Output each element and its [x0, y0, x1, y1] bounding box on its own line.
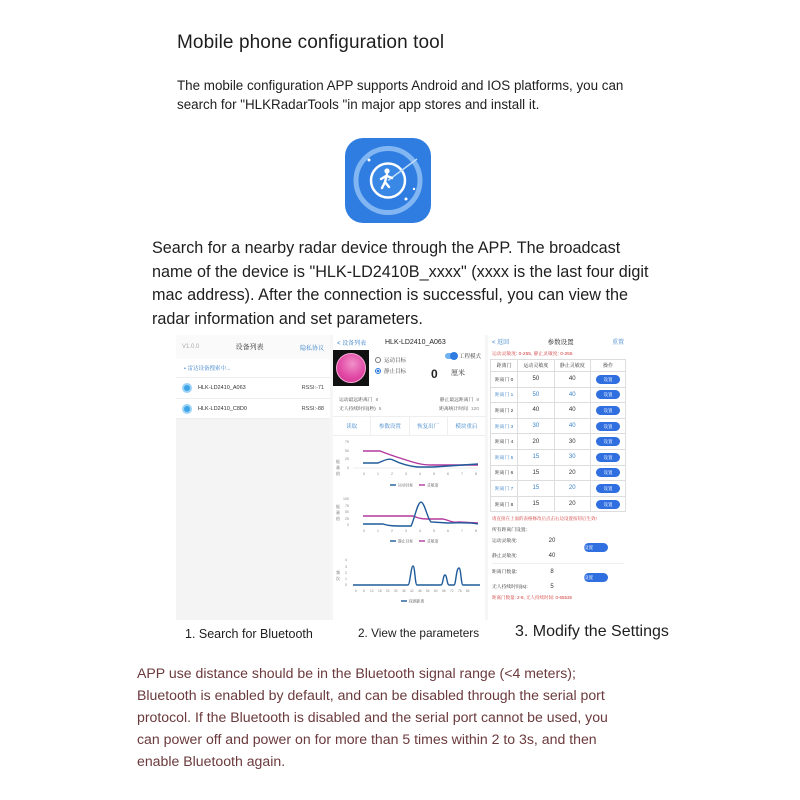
svg-text:50: 50 — [345, 449, 349, 453]
target-panel — [333, 350, 485, 395]
reset-button[interactable]: 重置 — [611, 340, 624, 346]
gate-cell: 距离门 2 — [491, 403, 518, 419]
svg-text:能: 能 — [336, 459, 340, 464]
svg-text:8: 8 — [475, 529, 477, 533]
moving-sens-cell[interactable]: 50 — [518, 372, 554, 388]
svg-text:0: 0 — [355, 589, 357, 593]
svg-text:30: 30 — [394, 589, 398, 593]
gate-cell: 距离门 0 — [491, 372, 518, 388]
target-indicator — [333, 350, 369, 386]
energy-charts — [333, 438, 485, 613]
moving-sens-cell[interactable]: 15 — [518, 496, 554, 512]
action-cell — [590, 418, 625, 434]
svg-text:3: 3 — [405, 472, 407, 476]
search-paragraph: Search for a nearby radar device through the APP. The broadcast name of the device is "HLK-LD2410B_xxxx" (xxxx is the last four digit mac address). After the connection is successful, you can view the radar information and set parameters. — [152, 239, 649, 328]
svg-text:66: 66 — [442, 589, 446, 593]
set-button[interactable]: 设置 — [596, 406, 620, 415]
svg-text:6: 6 — [447, 472, 449, 476]
svg-text:静止目标: 静止目标 — [398, 539, 414, 544]
svg-text:72: 72 — [450, 589, 454, 593]
bluetooth-icon — [182, 383, 192, 393]
gate-sensitivity-table — [490, 359, 626, 512]
factory-reset-button[interactable]: 恢复出厂 — [410, 417, 448, 435]
table-row — [491, 481, 626, 497]
moving-sens-cell[interactable]: 40 — [518, 403, 554, 419]
device-row[interactable] — [176, 398, 330, 419]
gate-count-label: 距离门数量: — [492, 570, 518, 576]
static-sens-cell[interactable]: 40 — [554, 372, 590, 388]
back-button[interactable]: < 返回 — [492, 340, 510, 346]
action-buttons — [333, 416, 485, 436]
searching-status: • 雷达设备搜索中... — [176, 359, 330, 377]
svg-text:7: 7 — [461, 529, 463, 533]
svg-text:50: 50 — [345, 510, 349, 514]
parameters-header — [333, 335, 485, 350]
svg-text:0: 0 — [347, 523, 349, 527]
svg-text:值: 值 — [336, 471, 340, 476]
idle-time-input[interactable]: 5 — [550, 583, 554, 590]
moving-sens-cell[interactable]: 50 — [518, 387, 554, 403]
column-header: 运动灵敏度 — [518, 360, 554, 372]
static-sens-cell[interactable]: 40 — [554, 403, 590, 419]
action-cell — [590, 481, 625, 497]
svg-text:1: 1 — [377, 472, 379, 476]
device-list-header — [176, 335, 330, 359]
gate-cell: 距离门 7 — [491, 481, 518, 497]
svg-text:54: 54 — [426, 589, 430, 593]
action-cell — [590, 434, 625, 450]
gate-cell: 距离门 3 — [491, 418, 518, 434]
svg-text:5: 5 — [433, 472, 435, 476]
gate-cell: 距离门 5 — [491, 449, 518, 465]
svg-text:频: 频 — [336, 570, 340, 575]
action-cell — [590, 372, 625, 388]
svg-text:8: 8 — [475, 472, 477, 476]
svg-text:次: 次 — [336, 576, 340, 581]
static-sens-cell[interactable]: 40 — [554, 418, 590, 434]
svg-text:0: 0 — [363, 529, 365, 533]
static-sens-cell[interactable]: 20 — [554, 496, 590, 512]
gate-cell: 距离门 1 — [491, 387, 518, 403]
info-item: 无人持续时间(秒) 5 — [339, 407, 382, 412]
set-button[interactable]: 设置 — [596, 453, 620, 462]
column-header: 静止灵敏度 — [554, 360, 590, 372]
table-row — [491, 403, 626, 419]
radio-moving-target[interactable] — [375, 356, 406, 364]
svg-text:值: 值 — [336, 516, 340, 521]
idle-time-label: 无人持续时间(s): — [492, 585, 528, 591]
svg-text:7: 7 — [461, 472, 463, 476]
svg-text:5: 5 — [433, 529, 435, 533]
device-row[interactable] — [176, 377, 330, 398]
app-screenshots — [176, 335, 628, 620]
parameters-screen — [333, 335, 485, 620]
distance-value: 0 — [431, 367, 438, 381]
svg-text:灵敏度: 灵敏度 — [427, 539, 439, 544]
svg-text:2: 2 — [391, 472, 393, 476]
svg-text:0: 0 — [363, 472, 365, 476]
moving-sens-cell[interactable]: 30 — [518, 418, 554, 434]
caption-view-parameters: 2. View the parameters — [358, 626, 480, 640]
svg-text:0: 0 — [345, 583, 347, 587]
svg-text:灵敏度: 灵敏度 — [427, 483, 439, 488]
param-settings-button[interactable]: 参数设置 — [371, 417, 409, 435]
table-row — [491, 496, 626, 512]
module-restart-button[interactable]: 模块重启 — [455, 424, 478, 430]
set-button[interactable]: 设置 — [596, 468, 620, 477]
radar-info — [333, 395, 485, 413]
static-sens-label: 静止灵敏度: — [492, 554, 518, 560]
svg-text:6: 6 — [363, 589, 365, 593]
caption-modify-settings: 3. Modify the Settings — [515, 623, 669, 640]
action-cell — [590, 403, 625, 419]
svg-text:4: 4 — [419, 472, 421, 476]
back-button[interactable]: < 设备列表 — [337, 341, 367, 347]
device-title: HLK-LD2410_A063 — [385, 339, 446, 346]
static-sens-cell[interactable]: 20 — [554, 481, 590, 497]
static-sens-cell[interactable]: 20 — [554, 465, 590, 481]
svg-text:探测距离: 探测距离 — [409, 599, 425, 604]
static-sens-input[interactable]: 40 — [548, 552, 556, 559]
radio-label: 静止目标 — [384, 369, 407, 375]
svg-text:42: 42 — [410, 589, 414, 593]
settings-screen — [488, 335, 628, 620]
radar-app-icon — [343, 137, 433, 224]
moving-sens-input[interactable]: 20 — [548, 537, 556, 544]
static-sens-cell[interactable]: 40 — [554, 387, 590, 403]
info-item: 静止最远距离门 8 — [439, 398, 479, 403]
svg-text:78: 78 — [458, 589, 462, 593]
device-rssi: RSSI:-88 — [301, 405, 324, 412]
sensitivity-range-note: 运动灵敏度: 0-255, 静止灵敏度: 0-255 — [492, 352, 573, 357]
table-edit-warning: 请直接在上面的表格修改后点击右边设置按钮后生效! — [492, 516, 597, 522]
radio-label: 运动目标 — [384, 358, 407, 364]
set-button[interactable]: 设置 — [596, 390, 620, 399]
gate-cell: 距离门 4 — [491, 434, 518, 450]
static-energy-chart — [336, 497, 478, 544]
svg-text:量: 量 — [336, 510, 340, 515]
bluetooth-icon — [182, 404, 192, 414]
gate-count-input[interactable]: 8 — [550, 568, 554, 575]
distance-histogram — [336, 558, 480, 604]
device-name: HLK-LD2410_C8D0 — [198, 405, 247, 412]
svg-text:量: 量 — [336, 465, 340, 470]
set-button[interactable]: 设置 — [596, 500, 620, 509]
set-button[interactable]: 设置 — [596, 422, 620, 431]
caption-search-bluetooth: 1. Search for Bluetooth — [185, 627, 313, 641]
svg-text:4: 4 — [419, 529, 421, 533]
svg-text:25: 25 — [345, 457, 349, 461]
table-row — [491, 449, 626, 465]
action-cell — [590, 387, 625, 403]
moving-sens-cell[interactable]: 15 — [518, 449, 554, 465]
action-cell — [590, 449, 625, 465]
privacy-link[interactable]: 隐私协议 — [299, 345, 324, 352]
moving-sens-label: 运动灵敏度: — [492, 539, 518, 545]
column-header: 操作 — [590, 360, 625, 372]
set-button[interactable]: 设置 — [596, 437, 620, 446]
table-row — [491, 372, 626, 388]
radio-static-target[interactable] — [375, 367, 406, 375]
device-name: HLK-LD2410_A063 — [198, 385, 246, 391]
set-sensitivity-button[interactable]: 设置 — [584, 543, 608, 552]
svg-text:3: 3 — [345, 565, 347, 569]
moving-sens-cell[interactable]: 15 — [518, 481, 554, 497]
svg-text:0: 0 — [347, 466, 349, 470]
svg-text:84: 84 — [466, 589, 470, 593]
svg-text:6: 6 — [447, 529, 449, 533]
moving-sens-cell[interactable]: 20 — [518, 434, 554, 450]
action-cell — [590, 465, 625, 481]
settings-title: 参数设置 — [547, 339, 574, 346]
engineering-mode-toggle[interactable] — [445, 353, 457, 359]
svg-text:100: 100 — [343, 497, 349, 501]
radio-selected-icon — [375, 368, 381, 374]
column-header: 距离门 — [491, 360, 518, 372]
svg-text:3: 3 — [405, 529, 407, 533]
engineering-mode-label: 工程模式 — [458, 354, 481, 360]
svg-text:36: 36 — [402, 589, 406, 593]
svg-text:运动目标: 运动目标 — [398, 483, 414, 488]
moving-sens-cell[interactable]: 15 — [518, 465, 554, 481]
info-item: 运动最远距离门 8 — [339, 398, 379, 403]
table-row — [491, 465, 626, 481]
gate-cell: 距离门 8 — [491, 496, 518, 512]
table-row — [491, 434, 626, 450]
distance-unit: 厘米 — [451, 370, 465, 377]
svg-text:24: 24 — [386, 589, 390, 593]
svg-text:60: 60 — [434, 589, 438, 593]
svg-text:75: 75 — [345, 504, 349, 508]
page-title: Mobile phone configuration tool — [177, 32, 445, 53]
device-rssi: RSSI:-71 — [301, 385, 324, 391]
static-sens-cell[interactable]: 30 — [554, 434, 590, 450]
version-label: V1.0.0 — [182, 344, 200, 350]
moving-energy-chart — [336, 440, 478, 488]
static-sens-cell[interactable]: 30 — [554, 449, 590, 465]
intro-paragraph: The mobile configuration APP supports Android and IOS platforms, you can search for "HLKRadarTools "in major app stores and install it. — [177, 78, 624, 112]
set-gate-count-button[interactable]: 设置 — [584, 573, 608, 582]
action-cell — [590, 496, 625, 512]
read-button[interactable]: 读取 — [333, 417, 371, 435]
all-gates-form — [488, 525, 628, 594]
svg-text:1: 1 — [377, 529, 379, 533]
set-button[interactable]: 设置 — [596, 484, 620, 493]
svg-text:2: 2 — [391, 529, 393, 533]
gate-range-note: 距离门数量: 2-8, 无人持续时间: 0-65535 — [492, 595, 573, 601]
info-item: 距离统计时间 120 — [439, 407, 479, 412]
svg-text:18: 18 — [378, 589, 382, 593]
svg-text:能: 能 — [336, 504, 340, 509]
svg-text:12: 12 — [370, 589, 374, 593]
svg-text:25: 25 — [345, 517, 349, 521]
svg-text:2: 2 — [345, 571, 347, 575]
radio-icon — [375, 357, 381, 363]
set-button[interactable]: 设置 — [596, 375, 620, 384]
svg-text:48: 48 — [418, 589, 422, 593]
device-list-title: 设备列表 — [235, 344, 264, 351]
table-row — [491, 387, 626, 403]
svg-text:4: 4 — [345, 558, 347, 562]
bluetooth-note: APP use distance should be in the Bluetooth signal range (<4 meters); Bluetooth is enabled by default, and can be disabled through the serial port protocol. If the Bluetooth is disabled and the serial port cannot be used, you can power off and power on for more than 5 times within 2 to 3s, and then enable Bluetooth again. — [137, 665, 608, 769]
svg-text:1: 1 — [345, 577, 347, 581]
table-row — [491, 418, 626, 434]
gate-cell: 距离门 6 — [491, 465, 518, 481]
svg-text:75: 75 — [345, 440, 349, 444]
device-list-screen — [176, 335, 330, 620]
settings-header — [488, 335, 628, 348]
all-gates-label: 所有距离门设置: — [492, 527, 527, 533]
